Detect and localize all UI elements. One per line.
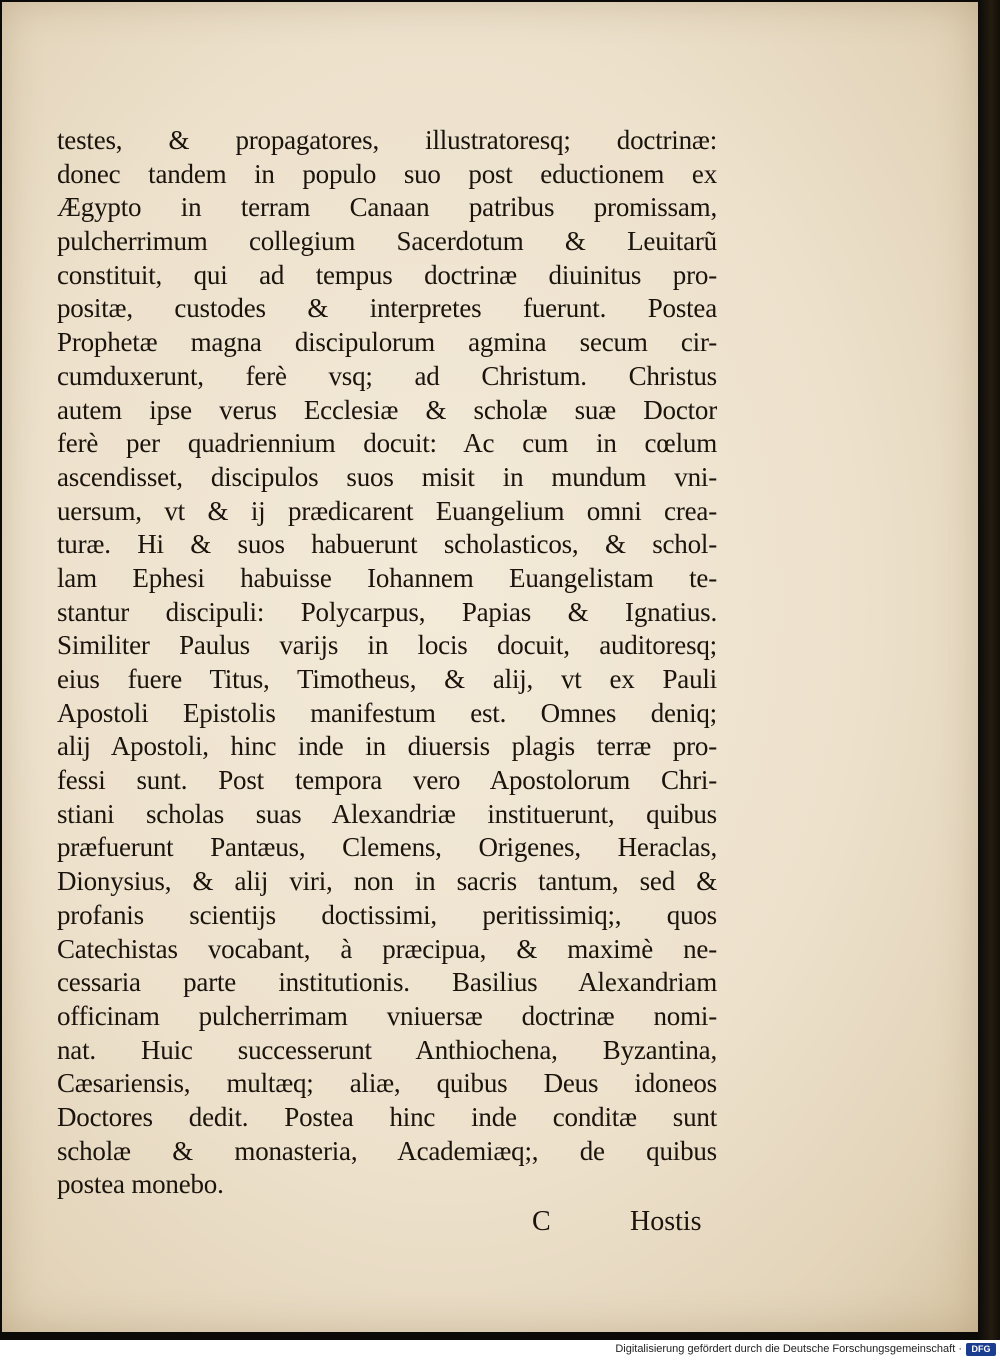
- body-text: [57, 124, 717, 1202]
- text-line: testes, & propagatores, illustratoresq; doctrinæ:: [57, 125, 717, 155]
- text-line: Catechistas vocabant, à præcipua, & maximè ne-: [57, 933, 717, 964]
- text-line: alij Apostoli, hinc inde in diuersis plagis terræ pro-: [57, 731, 717, 762]
- text-line: pulcherrimum collegium Sacerdotum & Leuitarũ: [57, 226, 717, 257]
- text-line: turæ. Hi & suos habuerunt scholasticos, & schol-: [57, 529, 717, 560]
- text-line: Similiter Paulus varijs in locis docuit, auditoresq;: [57, 630, 717, 661]
- text-line: uersum, vt & ij prædicarent Euangelium omni crea-: [57, 495, 717, 526]
- text-line: præfuerunt Pantæus, Clemens, Origenes, Heraclas,: [57, 832, 717, 863]
- text-line: profanis scientijs doctissimi, peritissimiq;, quos: [57, 899, 717, 930]
- catchword: Hostis: [630, 1206, 702, 1237]
- text-line: ferè per quadriennium docuit: Ac cum in cœlum: [57, 428, 717, 459]
- text-line: lam Ephesi habuisse Iohannem Euangelistam te-: [57, 562, 717, 593]
- text-line: Cæsariensis, multæq; aliæ, quibus Deus idoneos: [57, 1068, 717, 1099]
- catchline: [532, 1206, 722, 1246]
- text-line: nat. Huic successerunt Anthiochena, Byzantina,: [57, 1034, 717, 1065]
- text-line: stantur discipuli: Polycarpus, Papias & Ignatius.: [57, 596, 717, 627]
- text-line: fessi sunt. Post tempora vero Apostolorum Chri-: [57, 765, 717, 796]
- signature-mark: C: [532, 1206, 551, 1237]
- text-line: stiani scholas suas Alexandriæ instituerunt, quibus: [57, 798, 717, 829]
- text-line: Doctores dedit. Postea hinc inde conditæ sunt: [57, 1101, 717, 1132]
- book-page: [2, 2, 978, 1332]
- text-line: postea monebo.: [57, 1169, 224, 1200]
- text-line: officinam pulcherrimam vniuersæ doctrinæ nomi-: [57, 1000, 717, 1031]
- binding-gutter: [978, 0, 1000, 1340]
- text-line: autem ipse verus Ecclesiæ & scholæ suæ Doctor: [57, 394, 717, 425]
- text-line: Dionysius, & alij viri, non in sacris tantum, sed &: [57, 866, 717, 897]
- text-line: ascendisset, discipulos suos misit in mundum vni-: [57, 461, 717, 492]
- digitization-footer: [0, 1340, 1000, 1360]
- text-line: scholæ & monasteria, Academiæq;, de quibus: [57, 1135, 717, 1166]
- dfg-logo-icon: DFG: [966, 1343, 996, 1356]
- text-line: Ægypto in terram Canaan patribus promissam,: [57, 192, 717, 223]
- text-line: cumduxerunt, ferè vsq; ad Christum. Christus: [57, 360, 717, 391]
- text-line: eius fuere Titus, Timotheus, & alij, vt ex Pauli: [57, 664, 717, 694]
- text-line: positæ, custodes & interpretes fuerunt. Postea: [57, 293, 717, 324]
- text-line: cessaria parte institutionis. Basilius Alexandriam: [57, 967, 717, 998]
- text-line: donec tandem in populo suo post eductionem ex: [57, 158, 717, 189]
- text-line: Prophetæ magna discipulorum agmina secum cir-: [57, 327, 717, 358]
- text-line: constituit, qui ad tempus doctrinæ diuinitus pro-: [57, 259, 717, 290]
- funding-notice: Digitalisierung gefördert durch die Deutsche Forschungsgemeinschaft ·: [615, 1343, 962, 1355]
- text-line: Apostoli Epistolis manifestum est. Omnes deniq;: [57, 697, 717, 728]
